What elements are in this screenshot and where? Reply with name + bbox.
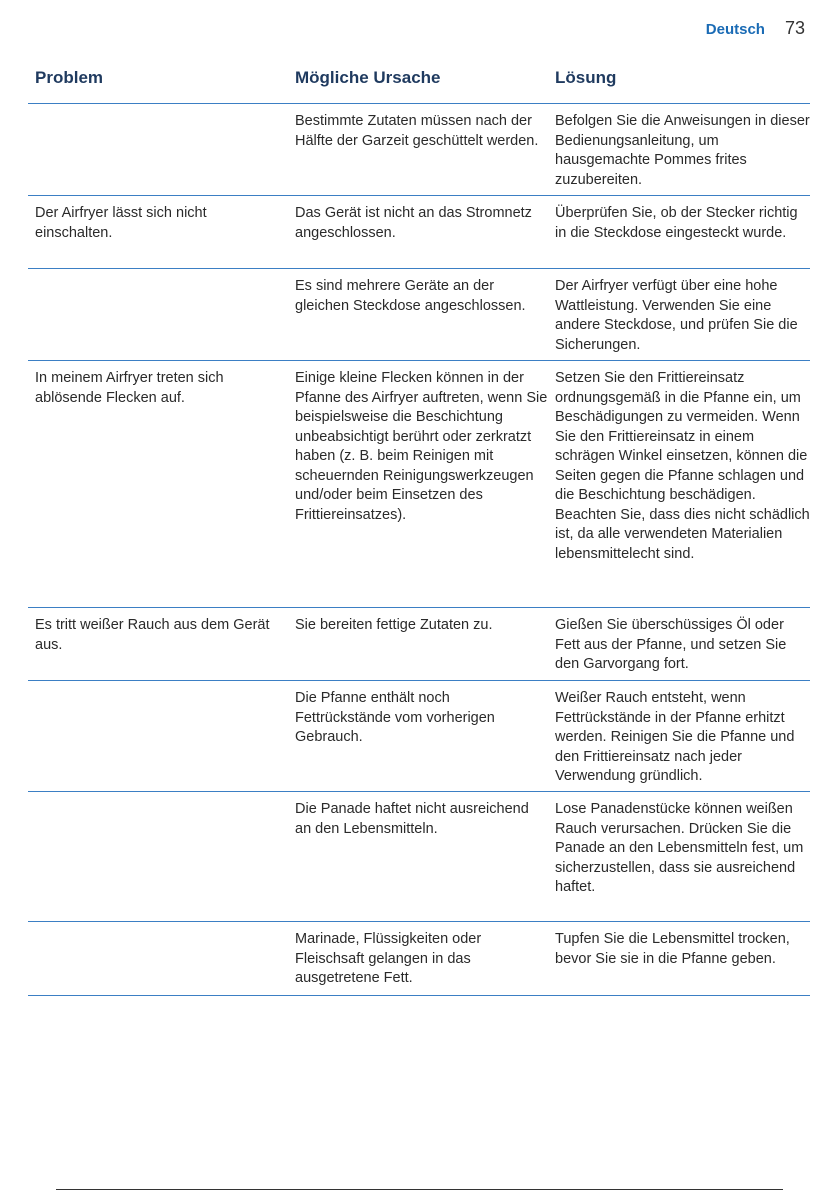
table-row <box>28 792 810 922</box>
cause-cell: Sie bereiten fettige Zutaten zu. <box>295 617 493 633</box>
table-row <box>28 922 810 996</box>
table-row <box>28 269 810 361</box>
cause-cell: Die Panade haftet nicht ausreichend an den Lebensmitteln. <box>295 801 529 837</box>
cause-cell: Marinade, Flüssigkeiten oder Fleischsaft gelangen in das ausgetretene Fett. <box>295 931 482 986</box>
table-header-row <box>28 66 810 104</box>
page-number: 73 <box>784 18 805 38</box>
problem-cell <box>28 112 288 187</box>
problem-cell <box>28 689 288 783</box>
cause-cell: Bestimmte Zutaten müssen nach der Hälfte der Garzeit geschüttelt werden. <box>295 113 539 149</box>
language-label: Deutsch <box>705 21 765 38</box>
table-row <box>28 608 810 681</box>
page-header <box>706 18 805 39</box>
solution-cell: Weißer Rauch entsteht, wenn Fettrückstände in der Pfanne erhitzt werden. Reinigen Sie die Pfanne und den Frittiereinsatz nach jeder Verwendung gründlich. <box>555 690 795 784</box>
header-cause: Mögliche Ursache <box>295 68 441 87</box>
problem-cell <box>28 277 288 352</box>
problem-cell: In meinem Airfryer treten sich ablösende Flecken auf. <box>35 370 224 406</box>
cause-cell: Es sind mehrere Geräte an der gleichen Steckdose angeschlossen. <box>295 278 526 314</box>
troubleshooting-table <box>28 66 810 996</box>
header-problem: Problem <box>35 68 104 87</box>
cause-cell: Das Gerät ist nicht an das Stromnetz angeschlossen. <box>295 205 532 241</box>
problem-cell <box>28 800 288 913</box>
table-row <box>28 361 810 608</box>
solution-cell: Setzen Sie den Frittiereinsatz ordnungsgemäß in die Pfanne ein, um Beschädigungen zu vermeiden. Wenn Sie den Frittiereinsatz in einem schrägen Winkel einsetzen, können die Seiten gegen die Pfanne schlagen und die Beschichtung beschädigen. Beachten Sie, dass dies nicht schädlich ist, da alle verwendeten Materialien lebensmittelecht sind. <box>555 370 810 562</box>
solution-cell: Tupfen Sie die Lebensmittel trocken, bevor Sie sie in die Pfanne geben. <box>555 931 790 967</box>
problem-cell: Es tritt weißer Rauch aus dem Gerät aus. <box>35 617 270 653</box>
solution-cell: Der Airfryer verfügt über eine hohe Wattleistung. Verwenden Sie eine andere Steckdose, und prüfen Sie die Sicherungen. <box>555 278 798 353</box>
cause-cell: Die Pfanne enthält noch Fettrückstände vom vorherigen Gebrauch. <box>295 690 495 745</box>
solution-cell: Lose Panadenstücke können weißen Rauch verursachen. Drücken Sie die Panade an den Lebensmitteln fest, um sicherzustellen, dass sie ausreichend haftet. <box>555 801 804 895</box>
cause-cell: Einige kleine Flecken können in der Pfanne des Airfryer auftreten, wenn Sie beispielsweise die Beschichtung unbeabsichtigt berührt oder zerkratzt haben (z. B. beim Reinigen mit scheuernden Reinigungswerkzeugen und/oder beim Einsetzen des Frittiereinsatzes). <box>295 370 548 523</box>
solution-cell: Befolgen Sie die Anweisungen in dieser Bedienungsanleitung, um hausgemachte Pommes frites zuzubereiten. <box>555 113 810 188</box>
solution-cell: Gießen Sie überschüssiges Öl oder Fett aus der Pfanne, und setzen Sie den Garvorgang fort. <box>555 617 787 672</box>
table-row <box>28 681 810 792</box>
solution-cell: Überprüfen Sie, ob der Stecker richtig in die Steckdose eingesteckt wurde. <box>555 205 798 241</box>
table-row <box>28 104 810 196</box>
problem-cell: Der Airfryer lässt sich nicht einschalten. <box>35 205 207 241</box>
problem-cell <box>28 930 288 987</box>
header-solution: Lösung <box>555 68 617 87</box>
footer-divider <box>56 1189 783 1190</box>
table-row <box>28 196 810 269</box>
